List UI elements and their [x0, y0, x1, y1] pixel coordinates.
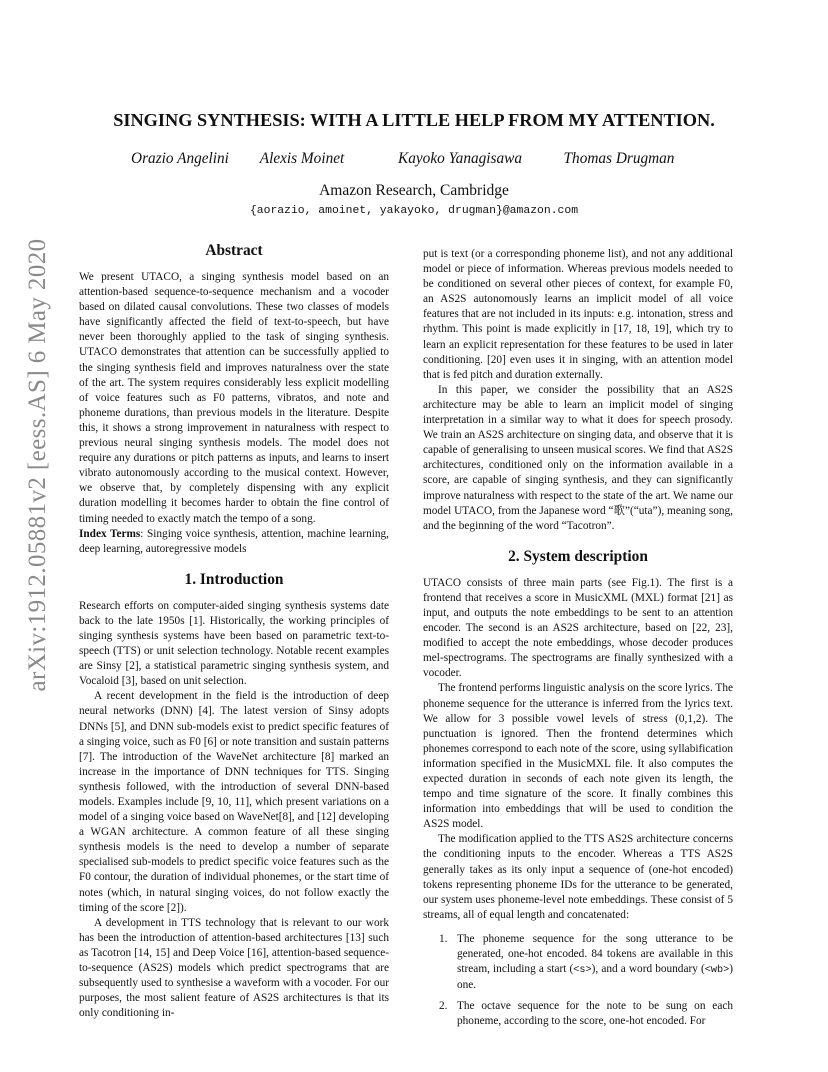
author-list	[0, 150, 828, 170]
abstract-text: We present UTACO, a singing synthesis model based on an attention-based sequence-to-sequence mechanism and a vocoder based on dilated causal convolutions. These two classes of models have significantly affected the field of text-to-speech, but have never been thoroughly applied to the task of singing synthesis. UTACO demonstrates that attention can be successfully applied to the singing synthesis field and improves naturalness over the state of the art. The system requires considerably less explicit modelling of voice features such as F0 patterns, vibratos, and note and phoneme durations, than previous models in the literature. Despite this, it shows a strong improvement in naturalness with respect to previous neural singing synthesis models. The model does not require any durations or pitch patterns as inputs, and learns to insert vibrato autonomously according to the musical context. However, we observe that, by completely dispensing with any explicit duration modelling it becomes harder to obtain the fine control of timing needed to exactly match the tempo of a song.	[79, 271, 389, 525]
paragraph: UTACO consists of three main parts (see Fig.1). The first is a frontend that receives a score in MusicXML (MXL) format [21] as input, and outputs the note embeddings to be sent to an attention encoder. The second is an AS2S architecture, based on [22, 23], modified to accept the note embeddings, whose decoder produces mel-spectrograms. The spectrograms are finally synthesized with a vocoder.	[423, 576, 733, 680]
author: Thomas Drugman	[563, 150, 675, 167]
paragraph: In this paper, we consider the possibility that an AS2S architecture may be able to learn an implicit model of singing interpretation in a similar way to what it does for speech prosody. We train an AS2S architecture on singing data, and observe that it is capable of generalising to unseen musical scores. We find that AS2S architectures, conditioned only on the information available in a score, are capable of singing synthesis, and they can significantly improve naturalness with respect to the state of the art. We name our model UTACO, from the Japanese word “歌”(“uta”), meaning song, and the beginning of the word “Tacotron”.	[423, 383, 733, 532]
list-text: The octave sequence for the note to be sung on each phoneme, according to the score, one-hot encoded. For	[457, 1000, 733, 1028]
start-token: <s>	[573, 965, 592, 977]
author: Alexis Moinet	[259, 150, 345, 167]
section-heading-system-description: 2. System description	[508, 547, 648, 565]
left-column	[79, 242, 389, 1021]
index-terms	[79, 527, 389, 557]
arxiv-id: arXiv:1912.05881v2 [eess.AS] 6 May 2020	[24, 238, 51, 692]
list-item	[423, 932, 733, 993]
paragraph: A recent development in the field is the introduction of deep neural networks (DNN) [4]. The latest version of Sinsy adopts DNNs [5], and DNN sub-models exist to predict specific features of a singing voice, such as F0 [6] or note transition and sustain patterns [7]. The introduction of the WaveNet architecture [8] marked an increase in the importance of DNN techniques for TTS. Singing synthesis followed, with the introduction of several DNN-based models. Examples include [9, 10, 11], which present variations on a model of a singing voice based on WaveNet[8], and [12] developing a WGAN architecture. A common feature of all these singing synthesis models is the need to develop a number of separate specialised sub-models to predict specific voice features such as the F0 contour, the duration of individual phonemes, or the start time of notes (which, in natural singing voices, do not follow exactly the timing of the score [2]).	[79, 690, 389, 914]
list-number: 2.	[439, 1000, 448, 1013]
paragraph: The modification applied to the TTS AS2S architecture concerns the conditioning inputs to the encoder. Whereas a TTS AS2S generally takes as its only input a sequence of (one-hot encoded) tokens representing phoneme IDs for the utterance to be generated, our system uses phoneme-level note embeddings. These consist of 5 streams, all of equal length and concatenated:	[423, 833, 733, 921]
right-column	[423, 247, 733, 1030]
list-text: The phoneme sequence for the song utterance to be generated, one-hot encoded. 84 tokens are available in this stream, including a start (	[457, 932, 733, 976]
arxiv-sidebar-stamp	[18, 238, 58, 692]
list-text: ), and a word boundary (	[591, 963, 705, 976]
section-heading-introduction: 1. Introduction	[184, 570, 284, 588]
paragraph: put is text (or a corresponding phoneme list), and not any additional model or piece of information. Whereas previous models needed to be conditioned on several other pieces of context, for example F0, an AS2S autonomously learns an implicit model of all voice features that are not included in its inputs: e.g. intonation, stress and rhythm. This point is made explicitly in [17, 18, 19], which try to learn an explicit representation for these features to be used in later conditioning. [20] even uses it in singing, with an attention model that is fed pitch and duration externally.	[423, 248, 733, 381]
list-number: 1.	[439, 932, 448, 945]
affiliation: Amazon Research, Cambridge	[319, 182, 509, 199]
author: Kayoko Yanagisawa	[398, 150, 522, 167]
paragraph: The frontend performs linguistic analysis on the score lyrics. The phoneme sequence for the utterance is inferred from the lyrics text. We allow for 3 possible vowel levels of stress (0,1,2). The punctuation is ignored. Then the frontend determines which phonemes correspond to each note of the score, using syllabification information specified in the MusicMXL file. It also computes the expected duration in seconds of each note given its length, the tempo and time signature of the score. It finally combines this information into embeddings that will be used to condition the AS2S model.	[423, 682, 733, 831]
paragraph: A development in TTS technology that is relevant to our work has been the introduction of attention-based architectures [13] such as Tacotron [14, 15] and Deep Voice [16], attention-based sequence-to-sequence (AS2S) models which predict spectrograms that are subsequently used to synthesise a waveform with a vocoder. For our purposes, the most salient feature of AS2S architectures is that its only conditioning in-	[79, 916, 389, 1020]
list-item	[423, 999, 733, 1029]
index-terms-text: : Singing voice synthesis, attention, machine learning, deep learning, autoregressive models	[79, 527, 390, 555]
abstract-heading: Abstract	[205, 242, 263, 259]
author-emails: {aorazio, amoinet, yakayoko, drugman}@amazon.com	[249, 205, 579, 217]
word-boundary-token: <wb>	[704, 965, 730, 977]
input-stream-list	[423, 932, 733, 1030]
index-terms-label: Index Terms	[79, 527, 141, 540]
list-text: ) one.	[457, 963, 733, 992]
paper-title: SINGING SYNTHESIS: WITH A LITTLE HELP FROM MY ATTENTION.	[113, 110, 715, 130]
author: Orazio Angelini	[131, 150, 229, 167]
paragraph: Research efforts on computer-aided singing synthesis systems date back to the late 1950s [1]. Historically, the working principles of singing synthesis systems have been based on parametric text-to-speech (TTS) or unit selection technology. Notable recent examples are Sinsy [2], a statistical parametric singing synthesis system, and Vocaloid [3], based on unit selection.	[79, 599, 389, 688]
